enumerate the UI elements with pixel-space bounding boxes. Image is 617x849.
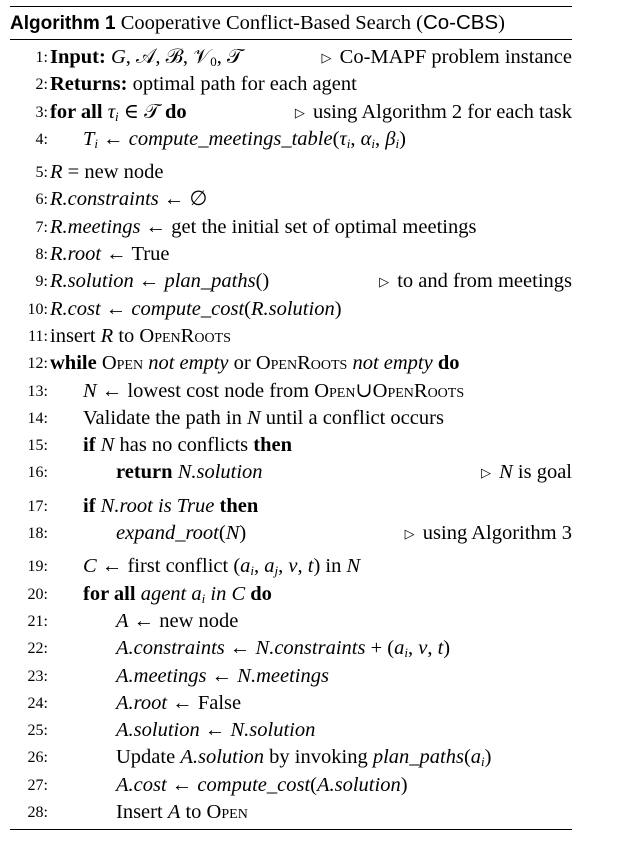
- line-number: 26:: [27, 749, 48, 767]
- line-code: R = new node: [50, 161, 164, 184]
- algorithm-short: (Co-CBS): [416, 11, 505, 34]
- line-code: for all agent $a_i$ in C do: [83, 582, 272, 606]
- line-code: Input: G, 𝒜, ℬ, 𝒱$_0$, 𝒯 ▷ Co-MAPF problem instance: [50, 44, 572, 71]
- line-code: C ← first conflict ($a_i$, $a_j$, v, t) in N: [83, 555, 361, 579]
- algorithm-line: [10, 635, 572, 662]
- line-number: 22:: [27, 640, 48, 658]
- line-number: 13:: [27, 382, 48, 400]
- algorithm-line: [10, 459, 572, 486]
- algorithm-header: [10, 7, 572, 39]
- line-code: $T_i$ ← $compute\_meetings\_table(\tau_i$, $\alpha_i$, $\beta_i$): [83, 127, 406, 151]
- line-code: insert R to OpenRoots: [50, 324, 231, 347]
- line-code: R.meetings ← get the initial set of optimal meetings: [50, 215, 477, 238]
- line-code: while Open not empty or OpenRoots not empty do: [50, 352, 460, 375]
- line-number: 27:: [27, 776, 48, 794]
- algorithm-line: [10, 296, 572, 323]
- algorithm-line: [10, 159, 572, 186]
- comment-triangle-icon: ▷: [294, 104, 305, 120]
- line-code: expand_root(N) ▷ using Algorithm 3: [50, 520, 572, 547]
- line-number: 7:: [35, 218, 48, 236]
- algorithm-line: [10, 186, 572, 213]
- line-number: 19:: [27, 558, 48, 576]
- algorithm-line: [10, 378, 572, 405]
- bottom-rule: [10, 829, 572, 830]
- line-comment: ▷ using Algorithm 3: [404, 522, 572, 545]
- algorithm-line: [10, 405, 572, 432]
- algorithm-line: [10, 799, 572, 826]
- line-number: 21:: [27, 612, 48, 630]
- comment-triangle-icon: ▷: [404, 526, 415, 542]
- line-code: if N has no conflicts then: [83, 434, 292, 457]
- line-code: A.root ← False: [116, 691, 242, 714]
- line-number: 10:: [27, 300, 48, 318]
- line-code: Update A.solution by invoking $plan\_paths(a_i)$: [116, 746, 492, 770]
- line-number: 5:: [35, 164, 48, 182]
- algorithm-line: [10, 493, 572, 520]
- line-code: A.constraints ← N.constraints + ($a_i$, v, t): [116, 637, 451, 661]
- algorithm-lines: [10, 40, 572, 826]
- line-number: 9:: [35, 273, 48, 291]
- algorithm-line: [10, 744, 572, 771]
- line-code: Insert A to Open: [116, 801, 248, 824]
- algorithm-line: [10, 44, 572, 71]
- line-number: 12:: [27, 355, 48, 373]
- line-number: 16:: [27, 464, 48, 482]
- line-number: 6:: [35, 191, 48, 209]
- line-code: N ← lowest cost node from Open∪OpenRoots: [83, 379, 465, 402]
- line-code: A.solution ← N.solution: [116, 719, 316, 742]
- line-number: 24:: [27, 694, 48, 712]
- line-code: A.cost ← compute_cost(A.solution): [116, 773, 408, 796]
- comment-triangle-icon: ▷: [480, 465, 491, 481]
- line-number: 1:: [35, 49, 48, 66]
- line-code: return N.solution ▷ N is goal: [50, 459, 572, 486]
- line-number: 4:: [35, 130, 48, 148]
- comment-triangle-icon: ▷: [379, 274, 390, 290]
- algorithm-label: Algorithm 1: [10, 13, 116, 34]
- algorithm-line: [10, 350, 572, 377]
- algorithm-line: [10, 553, 572, 580]
- algorithm-line: [10, 663, 572, 690]
- line-number: 15:: [27, 437, 48, 455]
- algorithm-line: [10, 323, 572, 350]
- algorithm-line: [10, 772, 572, 799]
- algorithm-line: [10, 432, 572, 459]
- line-number: 18:: [27, 525, 48, 543]
- algorithm-block: [10, 6, 572, 830]
- algorithm-line: [10, 717, 572, 744]
- algorithm-line: [10, 214, 572, 241]
- line-code: R.solution ← plan_paths() ▷ to and from meetings: [50, 268, 572, 295]
- algorithm-title: Cooperative Conflict-Based Search: [120, 12, 412, 34]
- algorithm-line: [10, 126, 572, 153]
- algorithm-line: [10, 268, 572, 295]
- algorithm-line: [10, 241, 572, 268]
- line-number: 8:: [35, 246, 48, 264]
- algorithm-line: [10, 520, 572, 547]
- line-number: 2:: [35, 76, 48, 94]
- line-code: A ← new node: [116, 609, 239, 632]
- line-code: A.meetings ← N.meetings: [116, 664, 329, 687]
- line-number: 25:: [27, 722, 48, 740]
- line-code: R.root ← True: [50, 243, 170, 266]
- line-number: 11:: [28, 327, 48, 345]
- line-code: R.constraints ← ∅: [50, 188, 208, 211]
- algorithm-line: [10, 581, 572, 608]
- line-code: if N.root is True then: [83, 494, 259, 517]
- line-number: 17:: [27, 497, 48, 515]
- algorithm-line: [10, 608, 572, 635]
- algorithm-line: [10, 71, 572, 98]
- line-number: 20:: [27, 585, 48, 603]
- line-number: 14:: [27, 409, 48, 427]
- line-code: Validate the path in N until a conflict occurs: [83, 406, 444, 429]
- comment-triangle-icon: ▷: [321, 50, 332, 65]
- line-code: for all $\tau_i$ ∈ 𝒯 do ▷ using Algorithm 2 for each task: [50, 99, 572, 126]
- line-code: R.cost ← compute_cost(R.solution): [50, 297, 342, 320]
- line-comment: ▷ to and from meetings: [379, 270, 572, 293]
- line-number: 3:: [35, 103, 48, 121]
- algorithm-line: [10, 99, 572, 126]
- line-comment: ▷ N is goal: [480, 461, 572, 484]
- line-comment: ▷ Co-MAPF problem instance: [321, 46, 572, 68]
- line-code: Returns: optimal path for each agent: [50, 73, 357, 96]
- line-number: 28:: [27, 804, 48, 822]
- line-comment: ▷ using Algorithm 2 for each task: [294, 100, 572, 123]
- line-number: 23:: [27, 667, 48, 685]
- algorithm-line: [10, 690, 572, 717]
